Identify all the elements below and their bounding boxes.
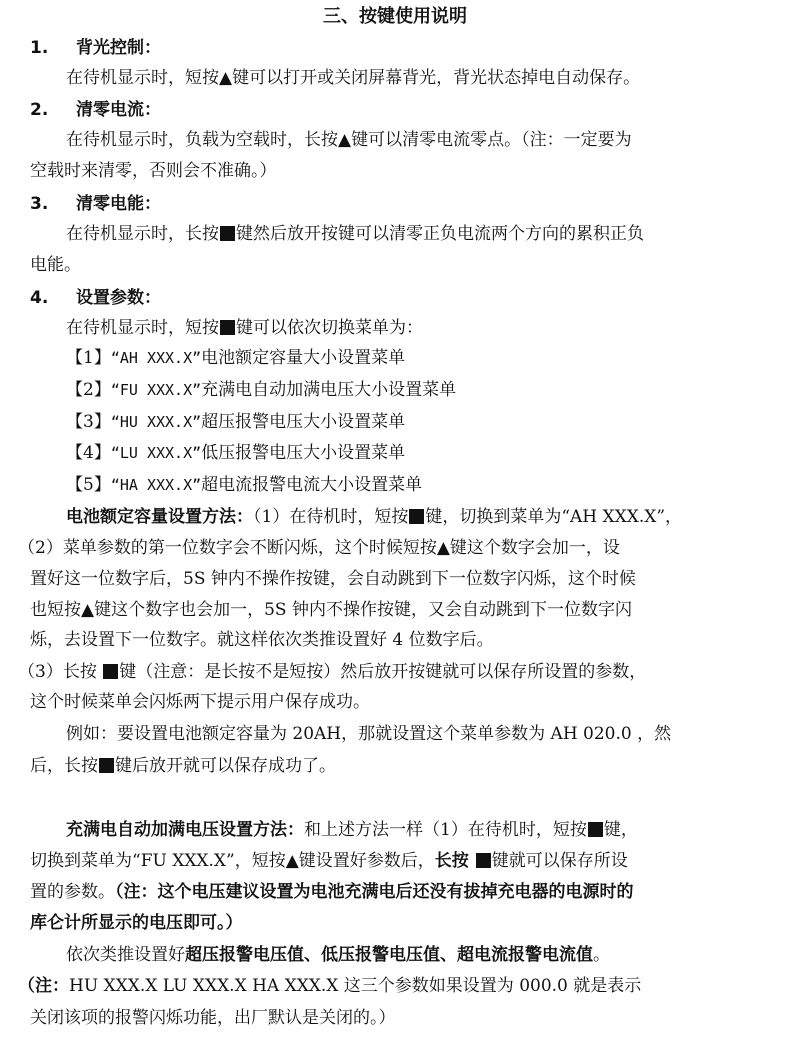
text-segment: 。: [593, 945, 610, 965]
text-segment: 键就可以保存所设: [491, 851, 628, 871]
square-key-icon: [220, 320, 235, 335]
section-title: 清零电流：: [76, 100, 161, 120]
menu-index: 【3】: [66, 412, 111, 432]
section-number: 1.: [30, 38, 49, 58]
text-segment: 键，切换到菜单为“AH XXX.X”，: [425, 507, 683, 527]
text-segment: 键然后放开按键可以清零正负电流两个方向的累积正负: [236, 224, 644, 244]
method-1-line: 也短按▲键这个数字也会加一，5S 钟内不操作按键，又会自动跳到下一位数字闪: [30, 600, 632, 620]
menu-index: 【5】: [66, 475, 111, 495]
text-segment: 在待机显示时，长按: [66, 224, 219, 244]
text-segment-bold: 长按: [434, 851, 475, 871]
note-bold: （注：这个电压建议设置为电池充满电后还没有拔掉充电器的电源时的: [115, 882, 634, 902]
method-1-label: 电池额定容量设置方法：: [66, 507, 253, 527]
text-segment: 置的参数。: [30, 882, 115, 902]
section-3-text-line: [66, 222, 644, 246]
example-line: 例如：要设置电池额定容量为 20AH，那就设置这个菜单参数为 AH 020.0 ，然: [66, 724, 672, 744]
text-segment: 依次类推设置好: [66, 945, 185, 965]
method-2-line: [30, 880, 634, 904]
method-1-line: 这个时候菜单会闪烁两下提示用户保存成功。: [30, 692, 370, 712]
text-segment: （1）在待机时，短按: [253, 507, 409, 527]
menu-item: [66, 378, 456, 402]
section-4-heading: [30, 286, 161, 310]
method-1-line: 烁，去设置下一位数字。就这样依次类推设置好 4 位数字后。: [30, 630, 494, 650]
menu-desc: 电池额定容量大小设置菜单: [201, 348, 406, 368]
method-1-line: [66, 505, 682, 529]
note-label: （注：: [18, 976, 69, 996]
section-title: 设置参数：: [76, 288, 161, 308]
text-segment: 和上述方法一样（1）在待机时，短按: [304, 820, 587, 840]
square-key-icon: [476, 853, 491, 868]
section-number: 4.: [30, 288, 49, 308]
section-4-intro: [66, 316, 423, 340]
square-key-icon: [103, 664, 118, 679]
menu-desc: 低压报警电压大小设置菜单: [201, 443, 406, 463]
method-2-line: [66, 943, 610, 967]
note-line: 关闭该项的报警闪烁功能，出厂默认是关闭的。）: [30, 1008, 396, 1028]
method-2-line: 库仑计所显示的电压即可。）: [30, 913, 243, 933]
method-2-line: [66, 818, 638, 842]
text-segment-bold: 超压报警电压值、低压报警电压值、超电流报警电流值: [185, 945, 593, 965]
section-number: 2.: [30, 100, 49, 120]
menu-desc: 充满电自动加满电压大小设置菜单: [201, 380, 457, 400]
method-1-line: [18, 660, 646, 684]
method-2-label: 充满电自动加满电压设置方法：: [66, 820, 304, 840]
menu-code: “HA XXX.X”: [110, 476, 202, 494]
note-line: [18, 974, 641, 998]
menu-desc: 超电流报警电流大小设置菜单: [201, 475, 423, 495]
section-3-text-line: 电能。: [30, 255, 81, 275]
menu-desc: 超压报警电压大小设置菜单: [201, 412, 406, 432]
menu-item: [66, 346, 405, 370]
section-3-heading: [30, 192, 161, 216]
text-segment: HU XXX.X LU XXX.X HA XXX.X 这三个参数如果设置为 000.0 就是表示: [69, 976, 642, 996]
square-key-icon: [588, 822, 603, 837]
text-segment: 键（注意：是长按不是短按）然后放开按键就可以保存所设置的参数，: [119, 662, 647, 682]
menu-code: “LU XXX.X”: [110, 444, 202, 462]
square-key-icon: [99, 758, 114, 773]
menu-item: [66, 410, 405, 434]
menu-code: “HU XXX.X”: [110, 413, 202, 431]
text-segment: 键后放开就可以保存成功了。: [115, 756, 336, 776]
square-key-icon: [220, 226, 235, 241]
section-number: 3.: [30, 194, 49, 214]
method-2-line: [30, 849, 628, 873]
section-1-text: 在待机显示时，短按▲键可以打开或关闭屏幕背光，背光状态掉电自动保存。: [66, 68, 641, 88]
text-segment: 键可以依次切换菜单为：: [236, 318, 423, 338]
text-segment: 键，: [603, 820, 638, 840]
text-segment: （3）长按: [18, 662, 103, 682]
menu-index: 【1】: [66, 348, 111, 368]
section-title: 清零电能：: [76, 194, 161, 214]
section-title: 背光控制：: [76, 38, 161, 58]
page-title: 三、按键使用说明: [323, 6, 467, 27]
menu-index: 【4】: [66, 443, 111, 463]
menu-code: “AH XXX.X”: [110, 349, 202, 367]
section-2-heading: [30, 98, 161, 122]
square-key-icon: [409, 509, 424, 524]
method-1-line: （2）菜单参数的第一位数字会不断闪烁，这个时候短按▲键这个数字会加一，设: [18, 538, 620, 558]
menu-item: [66, 473, 422, 497]
text-segment: 后，长按: [30, 756, 98, 776]
section-2-text-line: 空载时来清零，否则会不准确。）: [30, 161, 277, 181]
text-segment: 在待机显示时，短按: [66, 318, 219, 338]
menu-index: 【2】: [66, 380, 111, 400]
menu-item: [66, 441, 405, 465]
section-1-heading: [30, 36, 161, 60]
menu-code: “FU XXX.X”: [110, 381, 202, 399]
method-1-line: 置好这一位数字后，5S 钟内不操作按键，会自动跳到下一位数字闪烁，这个时候: [30, 569, 636, 589]
text-segment: 切换到菜单为“FU XXX.X”，短按▲键设置好参数后，: [30, 851, 435, 871]
example-line: [30, 754, 336, 778]
section-2-text-line: 在待机显示时，负载为空载时，长按▲键可以清零电流零点。（注：一定要为: [66, 130, 632, 150]
